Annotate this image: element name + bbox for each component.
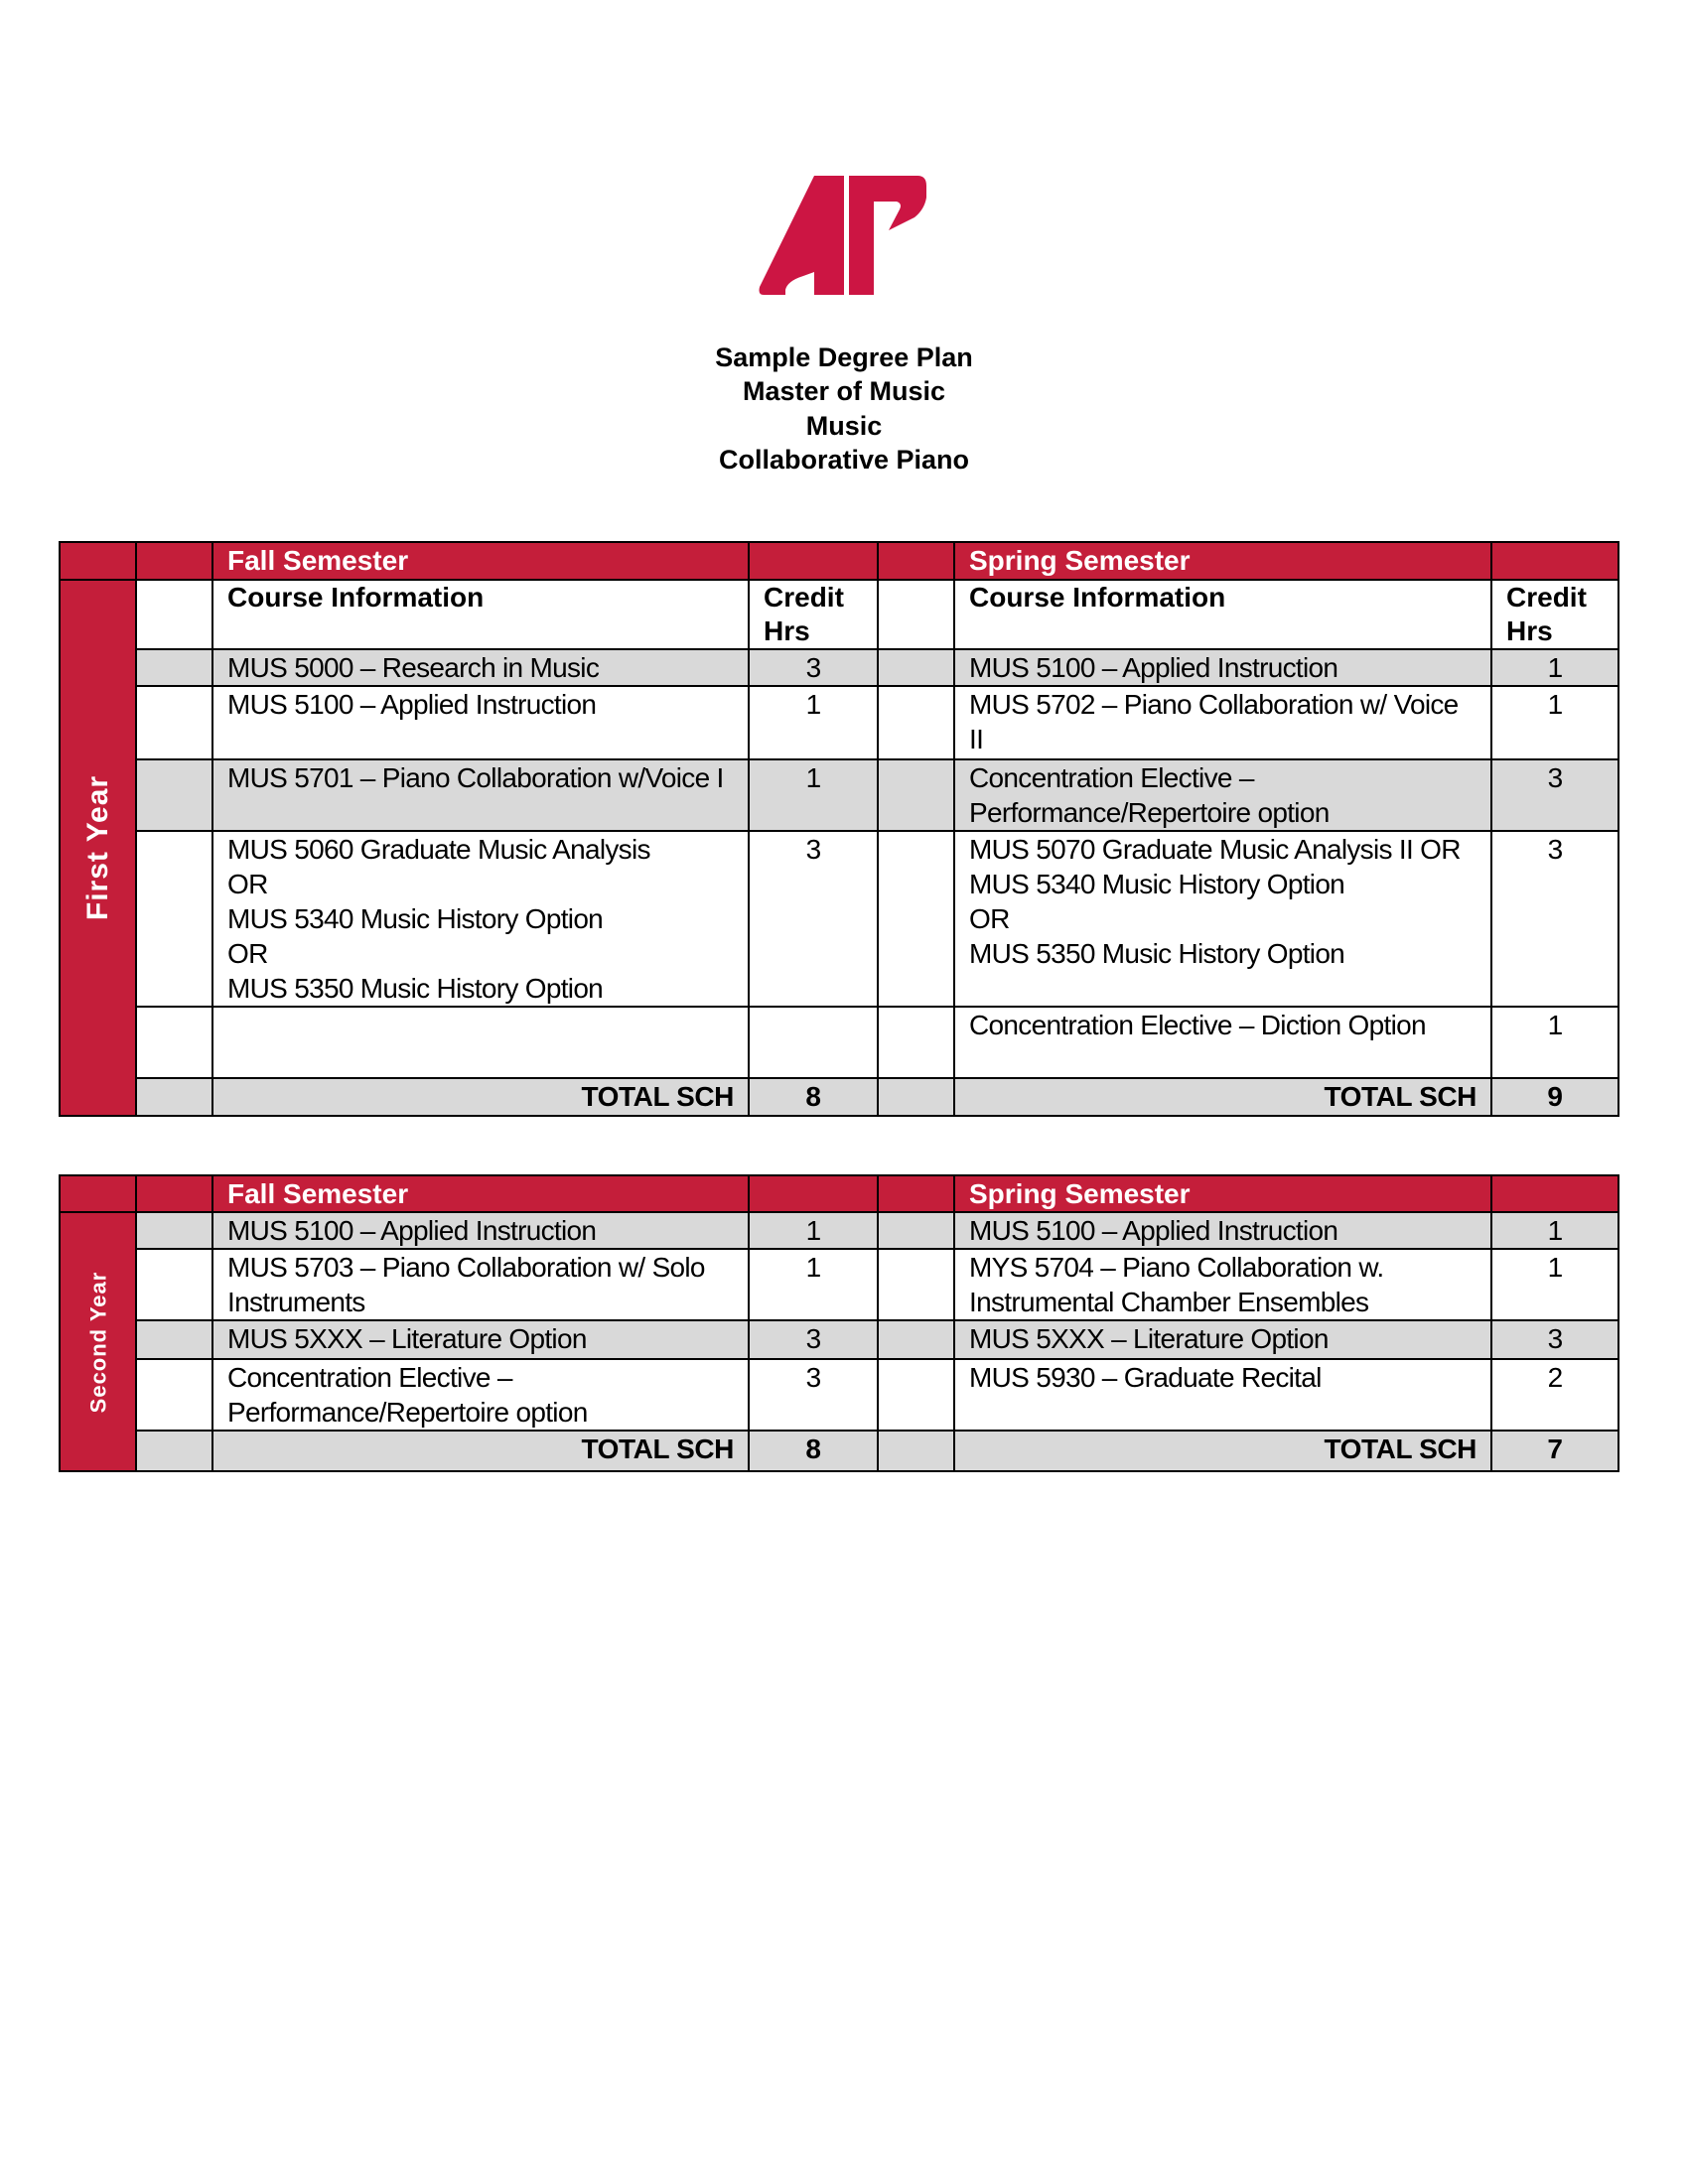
fall-course — [212, 1007, 749, 1078]
spring-credit: 1 — [1491, 1212, 1618, 1249]
fall-credit: 3 — [749, 649, 878, 686]
course-option-line: OR — [969, 903, 1010, 934]
blank-cell — [136, 1212, 212, 1249]
spring-course: MUS 5100 – Applied Instruction — [954, 1212, 1491, 1249]
title-line-department: Music — [805, 410, 883, 441]
blank-cell — [136, 1078, 212, 1116]
blank-cell — [878, 1431, 954, 1471]
fall-semester-header: Fall Semester — [212, 1175, 749, 1212]
fall-total-value: 8 — [749, 1431, 878, 1471]
fall-course-options — [212, 831, 749, 1007]
header-blank-cell — [878, 1175, 954, 1212]
blank-cell — [136, 686, 212, 759]
spring-course: MYS 5704 – Piano Collaboration w. Instrumental Chamber Ensembles — [954, 1249, 1491, 1320]
course-option-line: OR — [227, 869, 268, 899]
fall-semester-header: Fall Semester — [212, 542, 749, 580]
semester-header-row — [60, 1175, 1618, 1212]
fall-course: MUS 5703 – Piano Collaboration w/ Solo Instruments — [212, 1249, 749, 1320]
table-row — [60, 1212, 1618, 1249]
fall-total-label: TOTAL SCH — [212, 1431, 749, 1471]
spring-credit-header — [1491, 580, 1618, 649]
blank-cell — [136, 1431, 212, 1471]
blank-cell — [878, 1078, 954, 1116]
course-option-line: MUS 5070 Graduate Music Analysis II OR — [969, 834, 1461, 865]
fall-credit-header — [749, 580, 878, 649]
spring-course-options — [954, 831, 1491, 1007]
spring-course: Concentration Elective – Diction Option — [954, 1007, 1491, 1078]
table-row — [60, 1320, 1618, 1359]
fall-course: MUS 5100 – Applied Instruction — [212, 686, 749, 759]
header-blank-cell — [1491, 542, 1618, 580]
spring-credit: 1 — [1491, 1249, 1618, 1320]
credit-label: Credit — [764, 582, 844, 613]
table-row — [60, 1359, 1618, 1431]
blank-cell — [878, 759, 954, 831]
blank-cell — [878, 1359, 954, 1431]
header-blank-cell — [136, 1175, 212, 1212]
blank-cell — [136, 1249, 212, 1320]
total-row — [60, 1431, 1618, 1471]
header-blank-cell — [749, 542, 878, 580]
spring-course: MUS 5XXX – Literature Option — [954, 1320, 1491, 1359]
blank-cell — [136, 649, 212, 686]
blank-cell — [878, 649, 954, 686]
header-blank-cell — [749, 1175, 878, 1212]
header-blank-cell — [878, 542, 954, 580]
fall-credit — [749, 1007, 878, 1078]
fall-credit: 1 — [749, 1249, 878, 1320]
second-year-table — [59, 1174, 1619, 1472]
spring-total-value: 7 — [1491, 1431, 1618, 1471]
spring-credit: 3 — [1491, 1320, 1618, 1359]
blank-cell — [878, 1249, 954, 1320]
spring-credit: 3 — [1491, 759, 1618, 831]
blank-cell — [878, 831, 954, 1007]
blank-cell — [878, 580, 954, 649]
fall-course: MUS 5XXX – Literature Option — [212, 1320, 749, 1359]
first-year-label: First Year — [80, 774, 114, 921]
blank-cell — [878, 1320, 954, 1359]
table-row — [60, 686, 1618, 759]
course-option-line: MUS 5060 Graduate Music Analysis — [227, 834, 650, 865]
fall-course: MUS 5100 – Applied Instruction — [212, 1212, 749, 1249]
hrs-label: Hrs — [764, 615, 810, 646]
course-option-line: MUS 5340 Music History Option — [227, 903, 604, 934]
university-logo — [758, 176, 928, 295]
spring-course: Concentration Elective – Performance/Repertoire option — [954, 759, 1491, 831]
course-option-line: OR — [227, 938, 268, 969]
header-blank-cell — [60, 542, 136, 580]
title-line-degree: Master of Music — [742, 376, 946, 407]
spring-credit: 2 — [1491, 1359, 1618, 1431]
credit-label: Credit — [1506, 582, 1587, 613]
logo-letter-a — [760, 176, 845, 295]
spring-credit: 3 — [1491, 831, 1618, 1007]
spring-total-label: TOTAL SCH — [954, 1431, 1491, 1471]
course-option-line: MUS 5350 Music History Option — [969, 938, 1345, 969]
header-blank-cell — [1491, 1175, 1618, 1212]
spring-semester-header: Spring Semester — [954, 1175, 1491, 1212]
spring-total-value: 9 — [1491, 1078, 1618, 1116]
spring-credit: 1 — [1491, 686, 1618, 759]
table-row — [60, 1007, 1618, 1078]
spring-credit: 1 — [1491, 1007, 1618, 1078]
blank-cell — [136, 580, 212, 649]
course-option-line: MUS 5350 Music History Option — [227, 973, 604, 1004]
blank-cell — [136, 1359, 212, 1431]
fall-course: Concentration Elective – Performance/Repertoire option — [212, 1359, 749, 1431]
table-row — [60, 831, 1618, 1007]
fall-credit: 1 — [749, 686, 878, 759]
fall-total-value: 8 — [749, 1078, 878, 1116]
hrs-label: Hrs — [1506, 615, 1553, 646]
table-row — [60, 759, 1618, 831]
fall-credit: 3 — [749, 1320, 878, 1359]
spring-course: MUS 5930 – Graduate Recital — [954, 1359, 1491, 1431]
spring-semester-header: Spring Semester — [954, 542, 1491, 580]
total-row — [60, 1078, 1618, 1116]
header-blank-cell — [60, 1175, 136, 1212]
first-year-table — [59, 541, 1619, 1117]
header-blank-cell — [136, 542, 212, 580]
semester-header-row — [60, 542, 1618, 580]
course-option-line: MUS 5340 Music History Option — [969, 869, 1345, 899]
spring-total-label: TOTAL SCH — [954, 1078, 1491, 1116]
year-label-cell — [60, 1212, 136, 1471]
spring-course: MUS 5100 – Applied Instruction — [954, 649, 1491, 686]
fall-course: MUS 5701 – Piano Collaboration w/Voice I — [212, 759, 749, 831]
blank-cell — [136, 831, 212, 1007]
fall-total-label: TOTAL SCH — [212, 1078, 749, 1116]
blank-cell — [878, 1212, 954, 1249]
fall-credit: 1 — [749, 1212, 878, 1249]
column-header-row — [60, 580, 1618, 649]
logo-letter-p — [849, 176, 926, 295]
document-title — [0, 341, 1688, 477]
blank-cell — [136, 1320, 212, 1359]
fall-credit: 1 — [749, 759, 878, 831]
spring-course-info-header: Course Information — [954, 580, 1491, 649]
year-label-cell — [60, 580, 136, 1116]
fall-course: MUS 5000 – Research in Music — [212, 649, 749, 686]
blank-cell — [878, 1007, 954, 1078]
blank-cell — [136, 1007, 212, 1078]
fall-credit: 3 — [749, 831, 878, 1007]
spring-credit: 1 — [1491, 649, 1618, 686]
blank-cell — [136, 759, 212, 831]
fall-course-info-header: Course Information — [212, 580, 749, 649]
table-row — [60, 1249, 1618, 1320]
table-row — [60, 649, 1618, 686]
title-line-concentration: Collaborative Piano — [718, 444, 970, 475]
blank-cell — [878, 686, 954, 759]
title-line-plan: Sample Degree Plan — [715, 342, 973, 372]
second-year-label: Second Year — [85, 1271, 110, 1413]
spring-course: MUS 5702 – Piano Collaboration w/ Voice II — [954, 686, 1491, 759]
fall-credit: 3 — [749, 1359, 878, 1431]
